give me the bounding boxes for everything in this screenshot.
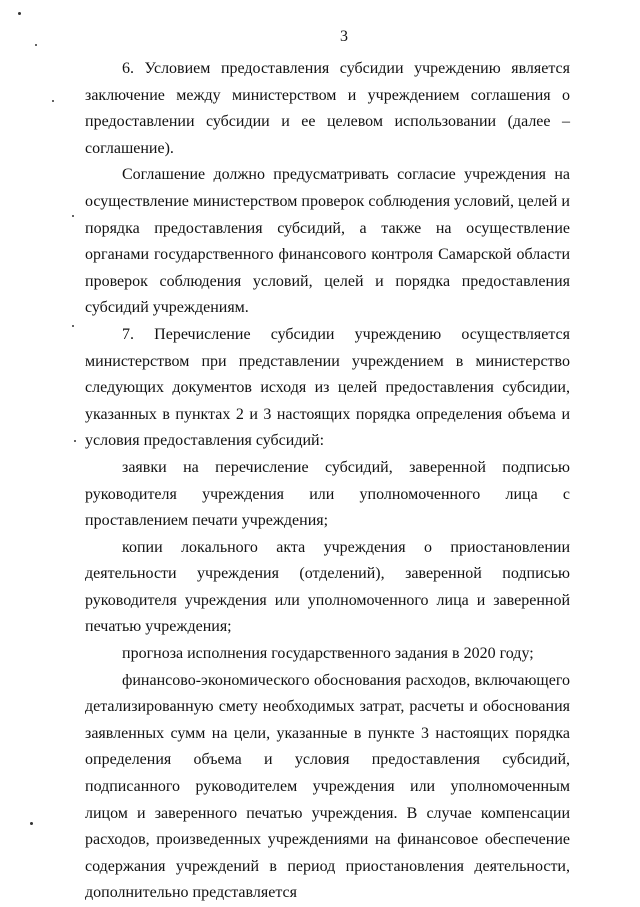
paragraph-item-6: 6. Условием предоставления субсидии учреждению является заключение между министерством и учреждением соглашения о предоставлении субсидии и ее целевом использовании (далее – соглашение). <box>85 60 570 157</box>
list-item-local-act-copy: копии локального акта учреждения о приостановлении деятельности учреждения (отделений), заверенной подписью руководителя учреждения или уполномоченного лица и заверенной печатью учреждения; <box>85 538 570 636</box>
scan-speck <box>30 822 33 825</box>
list-item-justification: финансово-экономического обоснования расходов, включающего детализированную смету необходимых затрат, расчеты и обоснования заявленных сумм на цели, указанные в пункте 3 настоящих порядка определения объема и условия предоставления субсидий, подписанного руководителем учреждения или уполномоченным лицом и заверенного печатью учреждения. В случае компенсации расходов, произведенных учреждениями на финансовое обеспечение содержания учреждений в период приостановления деятельности, дополнительно представляется <box>85 671 570 902</box>
scan-speck <box>35 44 37 46</box>
scan-speck <box>74 440 76 442</box>
scan-speck <box>72 325 74 327</box>
page-number: 3 <box>340 28 348 45</box>
paragraph-item-7: 7. Перечисление субсидии учреждению осуществляется министерством при представлении учреждением в министерство следующих документов исходя из целей предоставления субсидии, указанных в пунктах 2 и 3 настоящих порядка определения объема и условия предоставления субсидий: <box>85 325 570 450</box>
list-item-application: заявки на перечисление субсидий, заверенной подписью руководителя учреждения или уполномоченного лица с проставлением печати учреждения; <box>85 458 570 530</box>
scan-speck <box>72 215 74 217</box>
scan-speck <box>18 12 21 15</box>
list-item-forecast: прогноза исполнения государственного задания в 2020 году; <box>122 645 534 663</box>
scan-speck <box>52 100 54 102</box>
paragraph-agreement: Соглашение должно предусматривать согласие учреждения на осуществление министерством проверок соблюдения условий, целей и порядка предоставления субсидий, а также на осуществление органами государственного финансового контроля Самарской области проверок соблюдения условий, целей и порядка предоставления субсидий учреждениям. <box>85 166 570 317</box>
document-body <box>85 56 570 907</box>
